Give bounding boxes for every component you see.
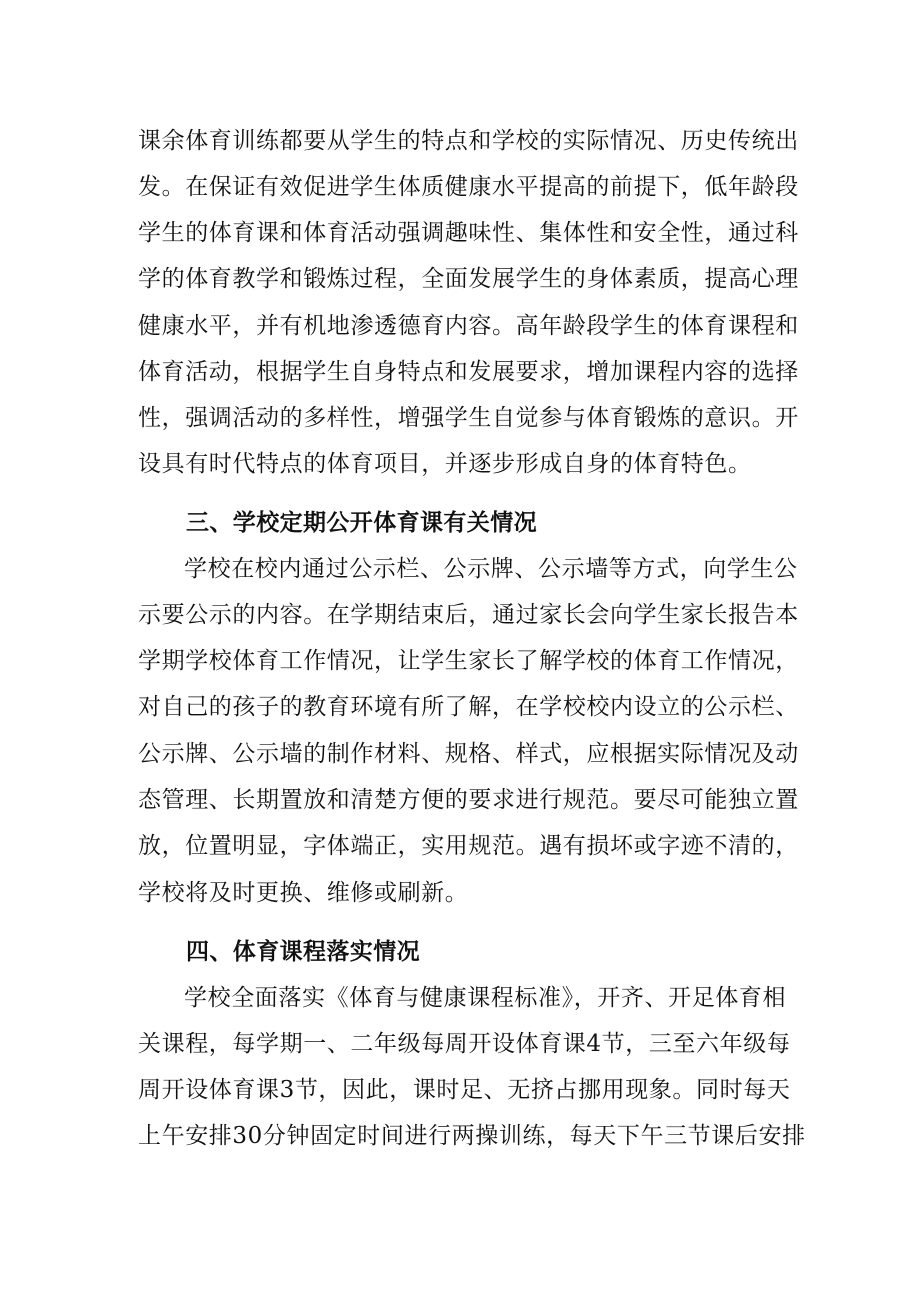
paragraph-line: 性，强调活动的多样性，增强学生自觉参与体育锻炼的意识。开 <box>138 405 799 431</box>
paragraph-line: 体育活动，根据学生自身特点和发展要求，增加课程内容的选择 <box>138 359 799 385</box>
paragraph-line: 健康水平，并有机地渗透德育内容。高年龄段学生的体育课程和 <box>138 313 799 339</box>
paragraph-line: 学校全面落实《体育与健康课程标准》，开齐、开足体育相 <box>184 985 787 1011</box>
paragraph-line: 课余体育训练都要从学生的特点和学校的实际情况、历史传统出 <box>138 128 799 154</box>
paragraph-line: 对自己的孩子的教育环境有所了解，在学校校内设立的公示栏、 <box>138 694 799 720</box>
paragraph-line: 公示牌、公示墙的制作材料、规格、样式，应根据实际情况及动 <box>138 741 799 767</box>
paragraph-line: 学校将及时更换、维修或刷新。 <box>138 880 469 906</box>
paragraph-line: 学期学校体育工作情况，让学生家长了解学校的体育工作情况， <box>138 648 799 674</box>
paragraph-line: 关课程，每学期一、二年级每周开设体育课4节，三至六年级每 <box>138 1031 791 1057</box>
paragraph-line: 周开设体育课3节，因此，课时足、无挤占挪用现象。同时每天 <box>138 1077 791 1103</box>
paragraph-line: 上午安排30分钟固定时间进行两操训练，每天下午三节课后安排 <box>138 1123 806 1149</box>
section-heading: 三、学校定期公开体育课有关情况 <box>186 510 537 536</box>
paragraph-line: 发。在保证有效促进学生体质健康水平提高的前提下，低年龄段 <box>138 174 799 200</box>
paragraph-line: 放，位置明显，字体端正，实用规范。遇有损坏或字迹不清的， <box>138 833 799 859</box>
paragraph-line: 示要公示的内容。在学期结束后，通过家长会向学生家长报告本 <box>138 602 799 628</box>
paragraph-line: 设具有时代特点的体育项目，并逐步形成自身的体育特色。 <box>138 451 752 477</box>
paragraph-line: 态管理、长期置放和清楚方便的要求进行规范。要尽可能独立置 <box>138 787 799 813</box>
paragraph-line: 学生的体育课和体育活动强调趣味性、集体性和安全性，通过科 <box>138 220 799 246</box>
paragraph-line: 学的体育教学和锻炼过程，全面发展学生的身体素质，提高心理 <box>138 266 799 292</box>
section-heading: 四、体育课程落实情况 <box>186 939 420 965</box>
paragraph-line: 学校在校内通过公示栏、公示牌、公示墙等方式，向学生公 <box>184 556 798 582</box>
